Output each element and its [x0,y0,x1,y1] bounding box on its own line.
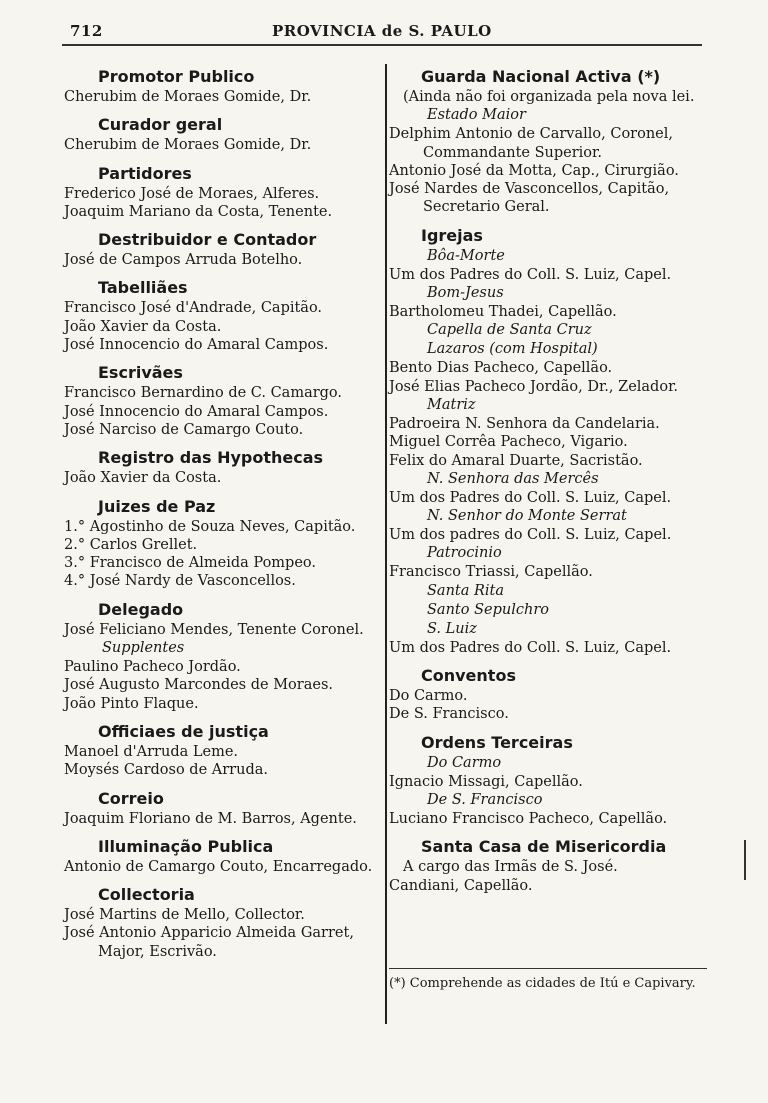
section-correio [64,788,384,828]
left-column [64,66,384,969]
entry-line: Joaquim Mariano da Costa, Tenente. [64,203,333,220]
entry-line: Bento Dias Pacheco, Capellão. [389,360,613,377]
subsection-heading: Capella de Santa Cruz [427,322,592,339]
section-heading: Promotor Publico [98,67,255,86]
subsection-heading: Supplentes [102,640,185,657]
entry-line: Joaquim Floriano de M. Barros, Agente. [64,810,357,827]
subsection-heading: Lazaros (com Hospital) [427,341,598,358]
subsection-heading: Santo Sepulchro [427,601,549,618]
entry-line: José Martins de Mello, Collector. [64,907,305,924]
entry-line: 3.° Francisco de Almeida Pompeo. [64,555,317,572]
section-partidores [64,163,384,222]
entry-line: Francisco José d'Andrade, Capitão. [64,300,323,317]
entry-line: Ignacio Missagi, Capellão. [389,773,583,790]
entry-line: Delphim Antonio de Carvallo, Coronel, [389,126,673,143]
section-promotor [64,66,384,106]
entry-line: De S. Francisco. [389,706,509,723]
section-heading: Partidores [98,163,192,183]
entry-line: Major, Escrivão. [98,943,217,960]
entry-line: Felix do Amaral Duarte, Sacristão. [389,452,643,469]
entry-line: José Elias Pacheco Jordão, Dr., Zelador. [389,378,679,395]
page-number: 712 [70,22,103,40]
section-heading: Guarda Nacional Activa (*) [421,67,661,86]
subsection-heading: Bôa-Morte [427,247,505,264]
entry-line: José Feliciano Mendes, Tenente Coronel. [64,621,364,638]
entry-line: José Nardes de Vasconcellos, Capitão, [389,181,670,198]
subsection-heading: Matriz [427,396,476,413]
section-juizes [64,496,384,591]
entry-line: Antonio de Camargo Couto, Encarregado. [64,858,373,875]
subsection-heading: De S. Francisco [427,791,543,808]
entry-line: Do Carmo. [389,688,468,705]
section-heading: Santa Casa de Misericordia [421,837,667,857]
entry-line: João Xavier da Costa. [64,470,222,487]
section-heading: Tabelliães [98,278,188,298]
entry-line: Luciano Francisco Pacheco, Capellão. [389,810,668,827]
footnote: (*) Comprehende as cidades de Itú e Capivary. [389,976,696,991]
entry-line: Commandante Superior. [423,144,602,161]
entry-line: Candiani, Capellão. [389,877,533,894]
entry-line: José Innocencio do Amaral Campos. [64,337,329,354]
subsection-heading: N. Senhor do Monte Serrat [427,508,627,525]
section-collectoria [64,884,384,961]
entry-line: Francisco Triassi, Capellão. [389,564,593,581]
entry-line: 1.° Agostinho de Souza Neves, Capitão. [64,518,356,535]
section-heading: Curador geral [98,115,223,135]
page-header [62,22,702,46]
right-column [389,66,719,903]
column-divider [385,64,387,1024]
section-illuminacao [64,836,384,876]
section-tabelliaes [64,277,384,354]
entry-line: Padroeira N. Senhora da Candelaria. [389,415,660,432]
section-heading: Delegado [98,599,184,619]
section-santa-casa [389,836,719,895]
entry-line: Um dos Padres do Coll. S. Luiz, Capel. [389,266,672,283]
section-note: (Ainda não foi organizada pela nova lei. [403,89,695,105]
subsection-heading: Patrocinio [427,545,502,562]
entry-line: Paulino Pacheco Jordão. [64,659,241,676]
entry-line: Um dos Padres do Coll. S. Luiz, Capel. [389,489,672,506]
section-heading: Illuminação Publica [98,836,274,856]
entry-line: Cherubim de Moraes Gomide, Dr. [64,89,312,105]
entry-line: João Pinto Flaque. [64,695,199,712]
entry-line: 2.° Carlos Grellet. [64,536,198,553]
section-heading: Juizes de Paz [98,496,216,516]
entry-line: João Xavier da Costa. [64,318,222,335]
entry-line: Manoel d'Arruda Leme. [64,743,239,760]
section-heading: Officiaes de justiça [98,721,269,741]
entry-line: José de Campos Arruda Botelho. [64,252,303,269]
section-delegado [64,599,384,713]
entry-line: José Innocencio do Amaral Campos. [64,403,329,420]
section-heading: Destribuidor e Contador [98,230,317,250]
header-rule [62,44,702,46]
section-heading: Igrejas [421,225,483,245]
subsection-heading: Santa Rita [427,582,505,599]
entry-line: José Antonio Apparicio Almeida Garret, [64,925,354,942]
section-destribuidor [64,229,384,269]
subsection-heading: N. Senhora das Mercês [427,470,599,487]
entry-line: Secretario Geral. [423,199,550,216]
section-guarda-nacional [389,66,719,217]
section-heading: Registro das Hypothecas [98,448,324,468]
section-heading: Correio [98,788,164,808]
section-curador [64,114,384,154]
entry-line: José Augusto Marcondes de Moraes. [64,677,333,694]
entry-line: Frederico José de Moraes, Alferes. [64,185,320,202]
subsection-heading: S. Luiz [427,620,477,637]
entry-line: Moysés Cardoso de Arruda. [64,762,268,779]
section-heading: Conventos [421,666,516,686]
subsection-heading: Bom-Jesus [427,285,504,302]
entry-line: Um dos Padres do Coll. S. Luiz, Capel. [389,639,672,656]
entry-line: Um dos padres do Coll. S. Luiz, Capel. [389,527,672,544]
entry-line: Francisco Bernardino de C. Camargo. [64,385,343,402]
page-title: PROVINCIA de S. PAULO [272,22,492,40]
margin-mark [744,840,746,880]
section-escrivaes [64,362,384,439]
entry-line: Bartholomeu Thadei, Capellão. [389,304,617,321]
entry-line: 4.° José Nardy de Vasconcellos. [64,573,296,590]
entry-line: José Narciso de Camargo Couto. [64,421,304,438]
entry-line: A cargo das Irmãs de S. José. [403,859,618,876]
section-heading: Ordens Terceiras [421,732,573,752]
entry-line: Antonio José da Motta, Cap., Cirurgião. [389,162,679,179]
section-heading: Escrivães [98,363,183,383]
entry-line: Miguel Corrêa Pacheco, Vigario. [389,434,628,451]
subsection-heading: Estado Maior [427,107,526,124]
subsection-heading: Do Carmo [427,754,502,771]
section-ordens-terceiras [389,732,719,829]
entry-line: Cherubim de Moraes Gomide, Dr. [64,137,312,154]
footnote-rule [389,968,707,969]
section-registro [64,447,384,487]
section-conventos [389,665,719,724]
section-officiaes [64,721,384,780]
section-igrejas [389,225,719,657]
section-heading: Collectoria [98,885,195,905]
